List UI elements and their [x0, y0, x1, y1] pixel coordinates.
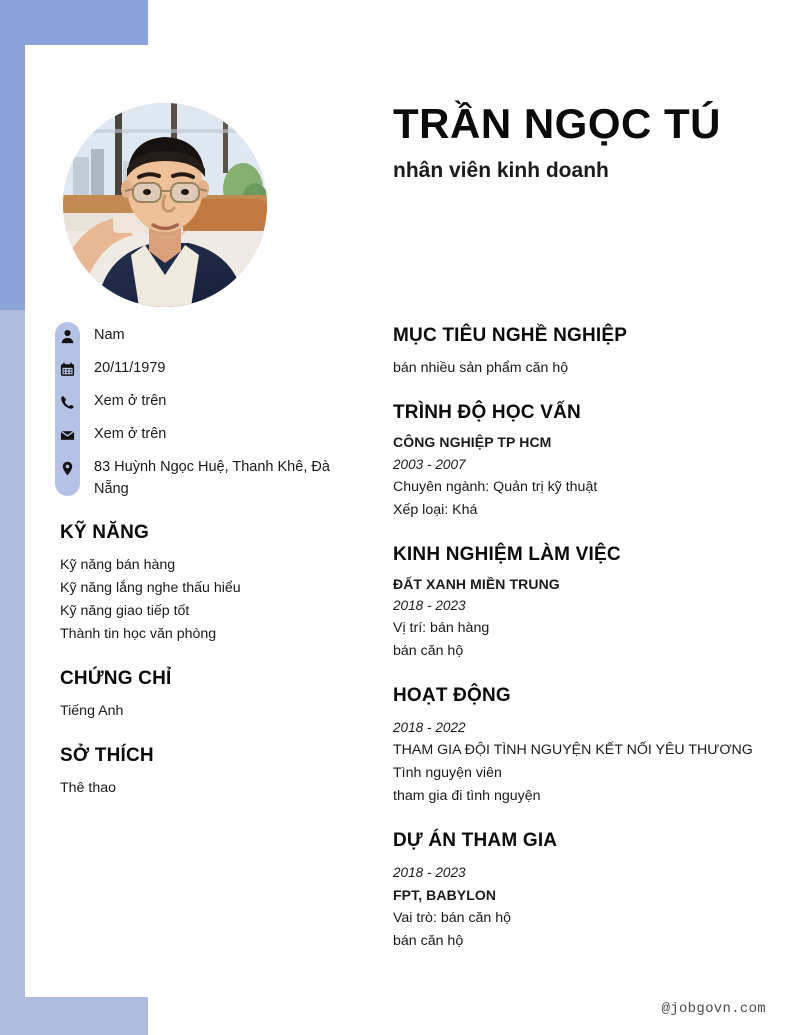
- contact-row-address: [55, 454, 355, 501]
- contact-block: [55, 322, 355, 501]
- education-school: CÔNG NGHIỆP TP HCM: [393, 434, 552, 450]
- site-watermark: @jobgovn.com: [661, 1001, 766, 1017]
- section-title-objective: MỤC TIÊU NGHỀ NGHIỆP: [393, 325, 628, 346]
- section-objective: [393, 325, 763, 380]
- section-title-activities: HOẠT ĐỘNG: [393, 685, 511, 707]
- contact-row-email: [55, 421, 355, 454]
- calendar-icon: [55, 357, 80, 382]
- section-title-certificates: CHỨNG CHỈ: [60, 668, 172, 689]
- right-column: [393, 325, 763, 953]
- decor-top-left-vertical-bar: [0, 0, 25, 310]
- skill-item: Kỹ năng lắng nghe thấu hiểu: [60, 580, 241, 596]
- contact-value-email: Xem ở trên: [94, 426, 167, 442]
- phone-icon: [55, 390, 80, 415]
- education-major: Chuyên ngành: Quản trị kỹ thuật: [393, 478, 598, 495]
- contact-value-phone: Xem ở trên: [94, 393, 167, 409]
- section-certificates: [60, 668, 360, 723]
- section-title-experience: KINH NGHIỆM LÀM VIỆC: [393, 543, 621, 565]
- section-education: [393, 402, 763, 522]
- left-column: [60, 522, 360, 800]
- education-grade: Xếp loại: Khá: [393, 501, 478, 518]
- section-title-skills: KỸ NĂNG: [60, 522, 150, 543]
- contact-value-address: 83 Huỳnh Ngọc Huệ, Thanh Khê, Đà Nẵng: [94, 459, 330, 498]
- person-icon: [55, 324, 80, 349]
- experience-description: bán căn hộ: [393, 643, 464, 660]
- portrait-illustration: [63, 103, 267, 307]
- profile-photo: [63, 103, 267, 307]
- decor-bottom-left-horizontal-bar: [0, 997, 148, 1035]
- section-skills: [60, 522, 360, 646]
- project-role: Vai trò: bán căn hộ: [393, 910, 512, 927]
- decor-top-left-horizontal-bar: [0, 0, 148, 45]
- skill-item: Thành tin học văn phòng: [60, 626, 217, 642]
- activities-organization: THAM GIA ĐỘI TÌNH NGUYỆN KẾT NỐI YÊU THƯƠNG: [393, 742, 753, 759]
- header-block: [393, 100, 773, 183]
- experience-company: ĐẤT XANH MIỀN TRUNG: [393, 575, 560, 592]
- candidate-name: TRẦN NGỌC TÚ: [393, 100, 721, 147]
- experience-period: 2018 - 2023: [393, 598, 466, 614]
- location-icon: [55, 456, 80, 481]
- section-activities: [393, 685, 763, 808]
- contact-row-gender: [55, 322, 355, 355]
- section-hobbies: [60, 745, 360, 800]
- education-period: 2003 - 2007: [393, 456, 466, 472]
- contact-row-birthdate: [55, 355, 355, 388]
- section-title-projects: DỰ ÁN THAM GIA: [393, 830, 558, 852]
- mail-icon: [55, 423, 80, 448]
- candidate-role: nhân viên kinh doanh: [393, 159, 609, 183]
- section-title-hobbies: SỞ THÍCH: [60, 745, 154, 766]
- activities-role: Tình nguyện viên: [393, 765, 502, 782]
- section-projects: [393, 830, 763, 953]
- decor-left-vertical-bar: [0, 310, 25, 1035]
- section-experience: [393, 544, 763, 664]
- experience-position: Vị trí: bán hàng: [393, 620, 490, 637]
- project-period: 2018 - 2023: [393, 865, 466, 881]
- contact-value-gender: Nam: [94, 327, 125, 343]
- skill-item: Kỹ năng bán hàng: [60, 557, 176, 573]
- hobby-item: Thê thao: [60, 780, 117, 796]
- activities-description: tham gia đi tình nguyện: [393, 788, 541, 805]
- project-description: bán căn hộ: [393, 933, 464, 950]
- activities-period: 2018 - 2022: [393, 720, 466, 736]
- skill-item: Kỹ năng giao tiếp tốt: [60, 603, 190, 619]
- contact-row-phone: [55, 388, 355, 421]
- contact-list: [55, 322, 355, 501]
- contact-value-birthdate: 20/11/1979: [94, 360, 166, 376]
- objective-body: bán nhiều sản phẩm căn hộ: [393, 360, 569, 376]
- project-name: FPT, BABYLON: [393, 887, 497, 904]
- section-title-education: TRÌNH ĐỘ HỌC VẤN: [393, 402, 581, 423]
- certificate-item: Tiếng Anh: [60, 703, 124, 719]
